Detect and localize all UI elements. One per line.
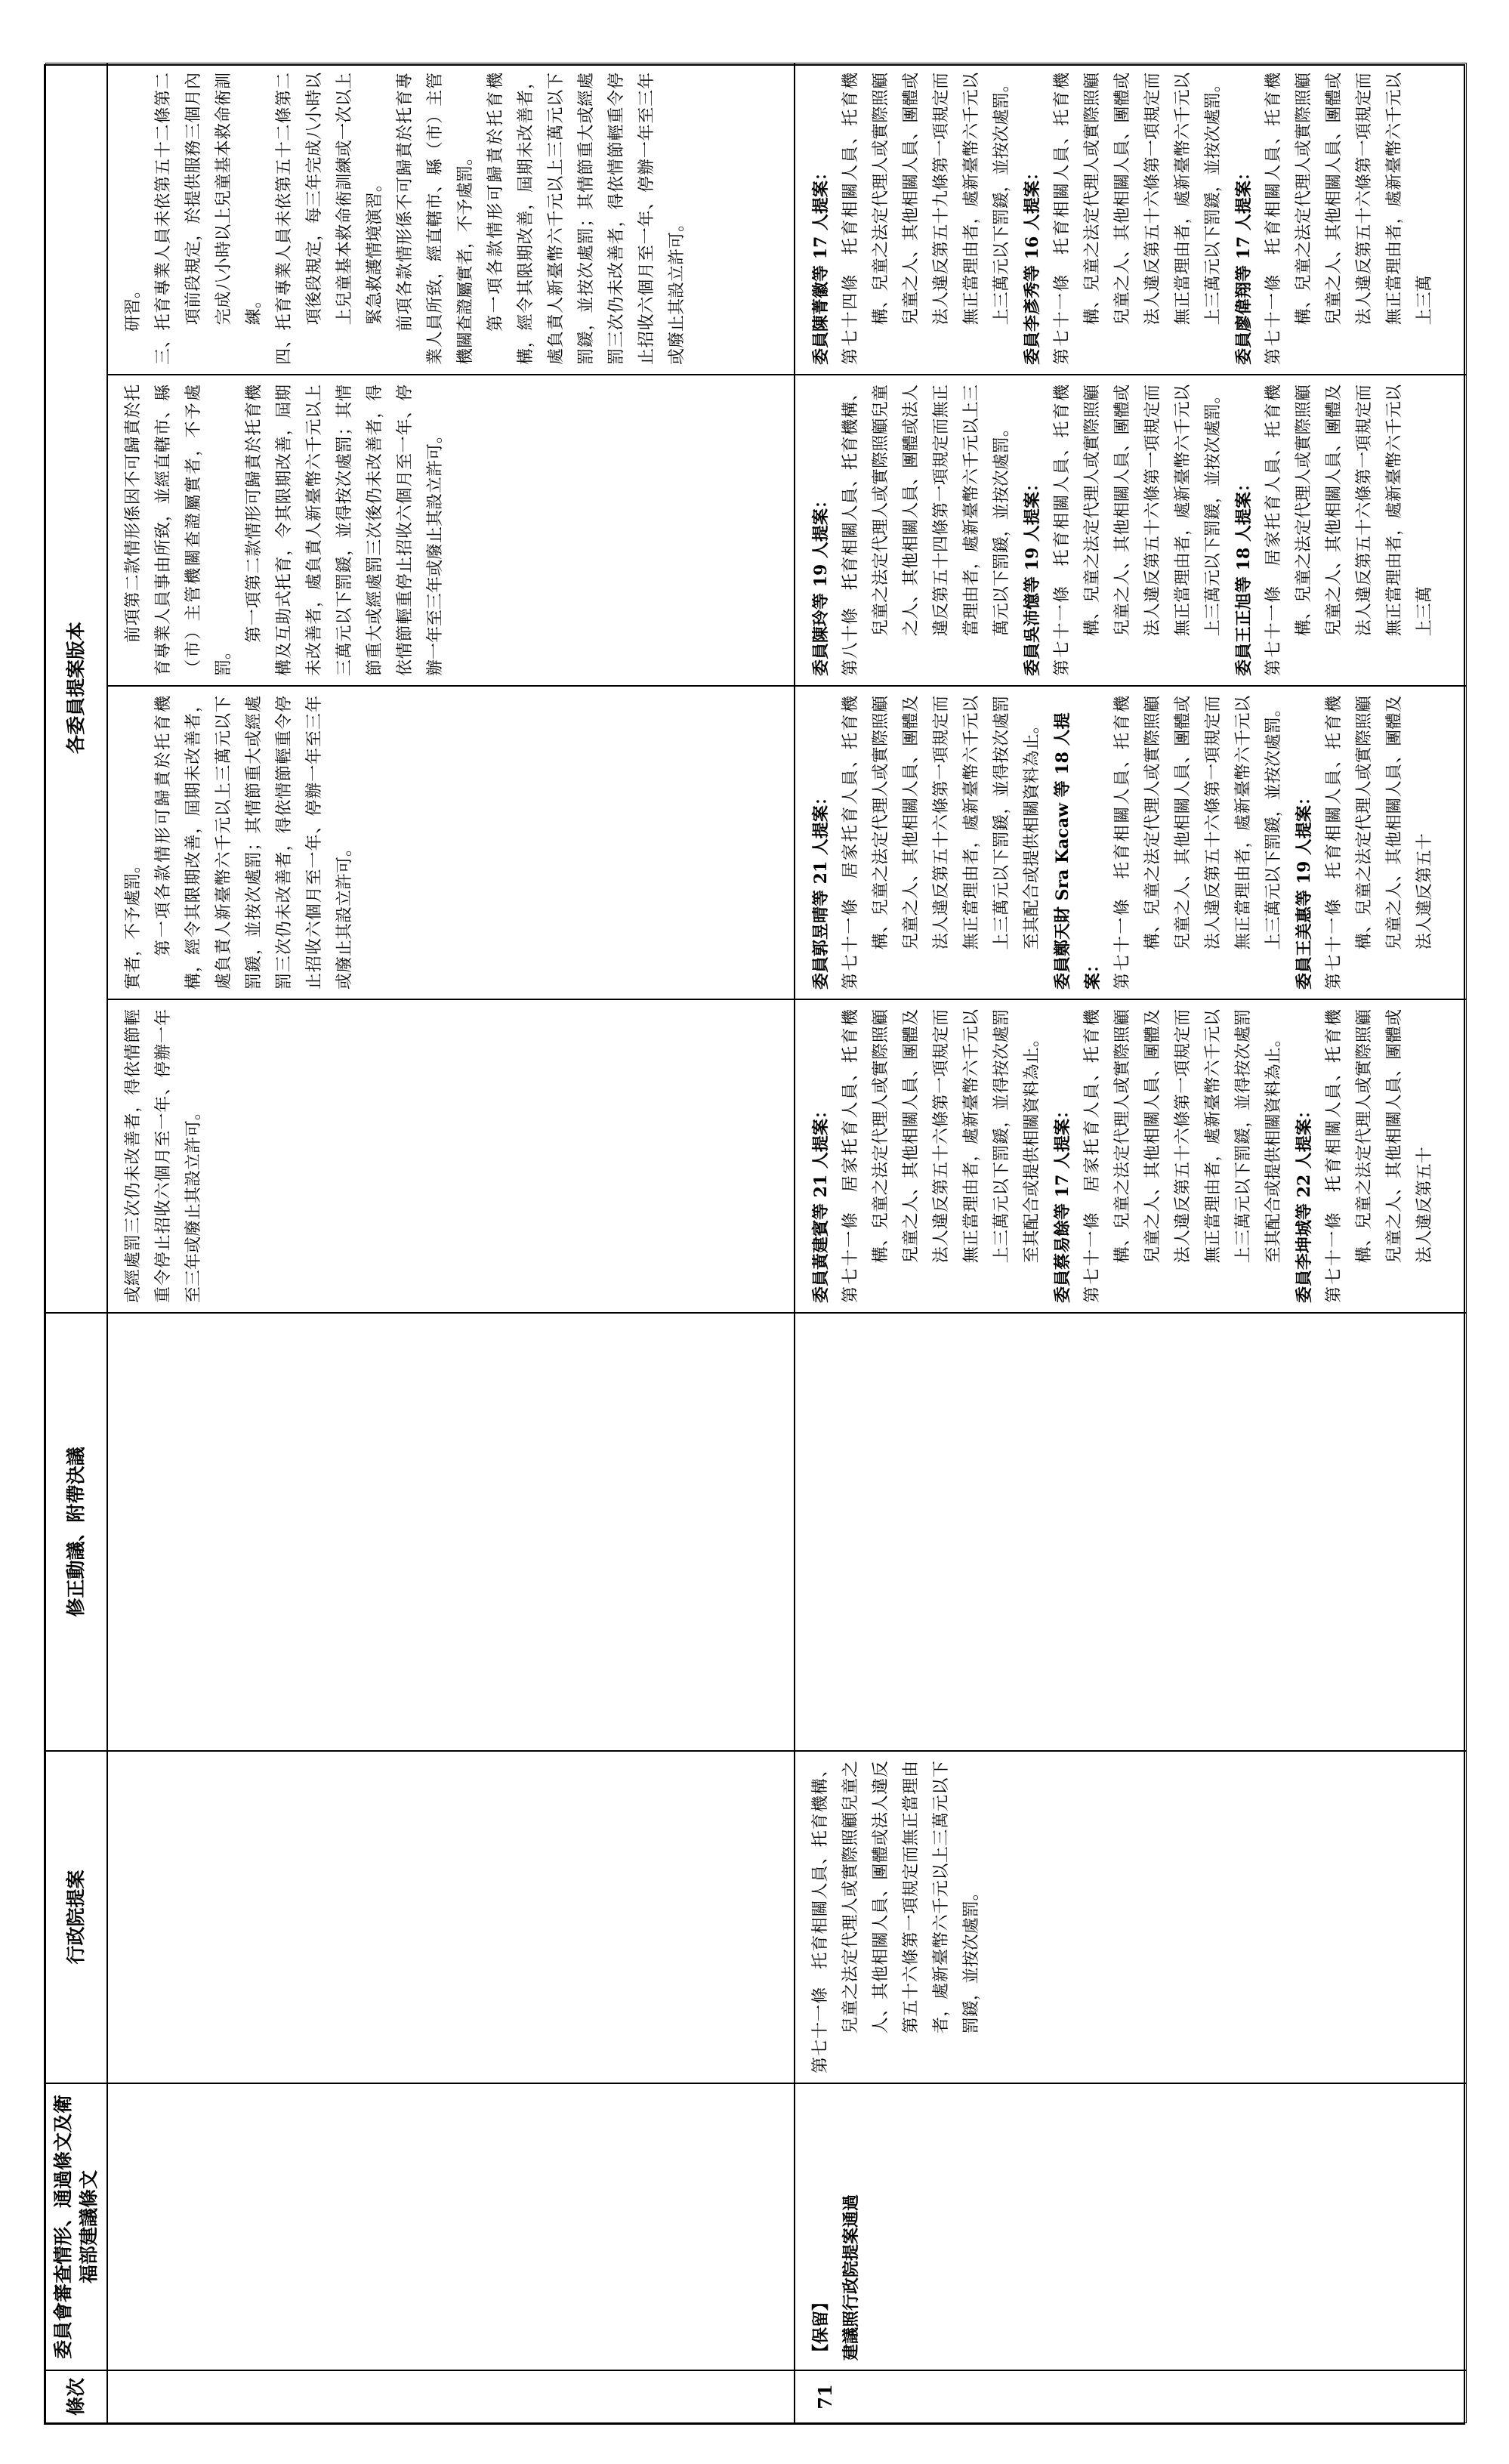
row1-members-col-c: [107, 375, 795, 686]
row2-amendment: [795, 1313, 1467, 1751]
row2-members-col-a: [795, 999, 1467, 1313]
row2-article-number: 71: [795, 2370, 1467, 2423]
row1-amendment: [107, 1313, 795, 1751]
proposal-title: 委員陳玲等 19 人提案：: [811, 492, 831, 676]
row1-article: [107, 2370, 795, 2423]
row1-members-col-d: [107, 63, 795, 375]
proposal-title: 委員廖偉翔等 17 人提案：: [1234, 164, 1254, 365]
proposal-body: 第七十一條 托育相關人員、托育機構、兒童之法定代理人或實際照顧兒童之人、其他相關人員、團體或法人違反第五十: [1325, 1009, 1434, 1303]
proposal-title: 委員黃建賓等 21 人提案：: [811, 1102, 831, 1303]
row1-col-d-para-5: 第一項各款情形可歸責於托育機構，經令其限期改善，屆期未改善者，處負責人新臺幣六千元以上三萬元以下罰鍰，並按次處罰；其情節重大或經處罰三次仍未改善者，得依情節輕重令停止招收六個月至一年、停辦一年至三年或廢止其設立許可。: [486, 73, 687, 365]
proposal-body: 第七十一條 居家托育人員、托育機構、兒童之法定代理人或實際照顧兒童之人、其他相關人員、團體及法人違反第五十六條第一項規定而無正當理由者，處新臺幣六千元以上三萬元以下罰鍰，並得按次處罰至其配合或提供相關資料為止。: [841, 1009, 1041, 1303]
proposal-body: 第八十條 托育相關人員、托育機構、兒童之法定代理人或實際照顧兒童之人、其他相關人員、團體或法人違反第五十四條第一項規定而無正當理由者，處新臺幣六千元以上三萬元以下罰鍰，並按次處罰。: [841, 384, 1011, 676]
row2-members-col-d: [795, 63, 1467, 375]
row2-members-col-b: [795, 686, 1467, 999]
header-article: 條次: [45, 2370, 107, 2423]
proposal-body: 第七十一條 托育相關人員、托育機構、兒童之法定代理人或實際照顧兒童之人、其他相關人員、團體或法人違反第五十六條第一項規定而無正當理由者，處新臺幣六千元以上三萬: [1264, 73, 1434, 365]
header-committee: 委員會審查情形、通過條文及衛福部建議條文: [45, 2083, 107, 2370]
row1-members-col-a: [107, 999, 795, 1313]
proposal-body: 第七十一條 托育相關人員、托育機構、兒童之法定代理人或實際照顧兒童之人、其他相關人員、團體或法人違反第五十六條第一項規定而無正當理由者，處新臺幣六千元以上三萬元以下罰鍰，並按次處罰。: [1113, 696, 1283, 990]
row1-col-c-para-1: 前項第二款情形係因不可歸責於托育專業人員事由所致，並經直轄市、縣（市）主管機關查證屬實者，不予處罰。: [124, 384, 233, 676]
row2-committee-status: 【保留】: [811, 2293, 831, 2361]
proposal-body: 第七十一條 托育相關人員、托育機構、兒童之法定代理人或實際照顧兒童之人、其他相關人員、團體或法人違反第五十六條第一項規定而無正當理由者，處新臺幣六千元以上三萬元以下罰鍰，並按次處罰。: [1053, 384, 1223, 676]
row1-committee: [107, 2083, 795, 2370]
row2-members-col-c: [795, 375, 1467, 686]
row1-col-a-para: 或經處罰三次仍未改善者，得依情節輕重令停止招收六個月至一年、停辦一年至三年或廢止其設立許可。: [124, 1009, 203, 1303]
proposal-title: 委員陳菁徽等 17 人提案：: [811, 164, 831, 365]
proposal-title: 委員李坤城等 22 人提案：: [1295, 1102, 1314, 1303]
row1-executive: [107, 1751, 795, 2083]
row1-col-d-para-1: 研習。: [124, 281, 143, 332]
legislation-table: [44, 64, 1465, 2425]
proposal-title: 委員蔡易餘等 17 人提案：: [1053, 1102, 1072, 1303]
row1-col-d-para-4: 前項各款情形係不可歸責於托育專業人員所致，經直轄市、縣（市）主管機關查證屬實者，不予處罰。: [396, 73, 475, 365]
proposal-title: 委員鄭天財 Sra Kacaw 等 18 人提案：: [1053, 712, 1103, 990]
row2-executive-text: 第七十一條 托育相關人員、托育機構、兒童之法定代理人或實際照顧兒童之人、其他相關人員、團體或法人違反第五十六條第一項規定而無正當理由者，處新臺幣六千元以上三萬元以下罰鍰，並按次處罰。: [811, 1761, 981, 2073]
row1-col-d-para-3: 四、托育專業人員未依第五十二條第二項後段規定，每三年完成八小時以上兒童基本救命術訓練或一次以上緊急救護情境演習。: [275, 73, 384, 365]
proposal-title: 委員王正旭等 18 人提案：: [1234, 475, 1254, 676]
proposal-title: 委員李彥秀等 16 人提案：: [1023, 164, 1042, 365]
proposal-body: 第七十一條 居家托育人員、托育機構、兒童之法定代理人或實際照顧兒童之人、其他相關人員、團體及法人違反第五十六條第一項規定而無正當理由者，處新臺幣六千元以上三萬元以下罰鍰，並得按次處罰至其配合或提供相關資料為止。: [841, 696, 1041, 990]
row1-col-c-para-2: 第一項第二款情形可歸責於托育機構及互助式托育，令其限期改善，屆期未改善者，處負責人新臺幣六千元以上三萬元以下罰鍰，並得按次處罰；其情節重大或經處罰三次後仍未改善者，得依情節輕重停止招收六個月至一年、停辦一年至三年或廢止其設立許可。: [245, 384, 445, 676]
row1-members-col-b: [107, 686, 795, 999]
proposal-body: 第七十四條 托育相關人員、托育機構、兒童之法定代理人或實際照顧兒童之人、其他相關人員、團體或法人違反第五十九條第一項規定而無正當理由者，處新臺幣六千元以上三萬元以下罰鍰，並按次處罰。: [841, 73, 1011, 365]
proposal-title: 委員吳沛憶等 19 人提案：: [1023, 475, 1042, 676]
row1-col-d-para-2: 三、托育專業人員未依第五十二條第二項前段規定，於提供服務三個月內完成八小時以上兒童基本救命術訓練。: [154, 73, 264, 365]
header-members: 各委員提案版本: [45, 63, 107, 1313]
proposal-title: 委員郭昱晴等 21 人提案：: [811, 789, 831, 990]
proposal-body: 第七十一條 托育相關人員、托育機構、兒童之法定代理人或實際照顧兒童之人、其他相關人員、團體或法人違反第五十六條第一項規定而無正當理由者，處新臺幣六千元以上三萬元以下罰鍰，並按次處罰。: [1053, 73, 1223, 365]
row2-committee: [795, 2083, 1467, 2370]
header-executive: 行政院提案: [45, 1751, 107, 2083]
row1-col-b-para-1: 實者，不予處罰。: [124, 856, 143, 990]
proposal-body: 第七十一條 托育相關人員、托育機構、兒童之法定代理人或實際照顧兒童之人、其他相關人員、團體及法人違反第五十: [1325, 696, 1434, 990]
proposal-title: 委員王美惠等 19 人提案：: [1295, 789, 1314, 990]
row2-executive: [795, 1751, 1467, 2083]
row2-committee-text: 建議照行政院提案通過: [841, 2194, 861, 2361]
proposal-body: 第七十一條 居家托育人員、托育機構、兒童之法定代理人或實際照顧兒童之人、其他相關人員、團體及法人違反第五十六條第一項規定而無正當理由者，處新臺幣六千元以上三萬元以下罰鍰，並得按次處罰至其配合或提供相關資料為止。: [1083, 1009, 1283, 1303]
proposal-body: 第七十一條 居家托育人員、托育機構、兒童之法定代理人或實際照顧兒童之人、其他相關人員、團體及法人違反第五十六條第一項規定而無正當理由者，處新臺幣六千元以上三萬: [1264, 384, 1434, 676]
header-amendment: 修正動議、附帶決議: [45, 1313, 107, 1751]
row1-col-b-para-2: 第一項各款情形可歸責於托育機構，經令其限期改善，屆期未改善者，處負責人新臺幣六千元以上三萬元以下罰鍰，並按次處罰；其情節重大或經處罰三次仍未改善者，得依情節輕重令停止招收六個月至一年、停辦一年至三年或廢止其設立許可。: [154, 696, 354, 990]
